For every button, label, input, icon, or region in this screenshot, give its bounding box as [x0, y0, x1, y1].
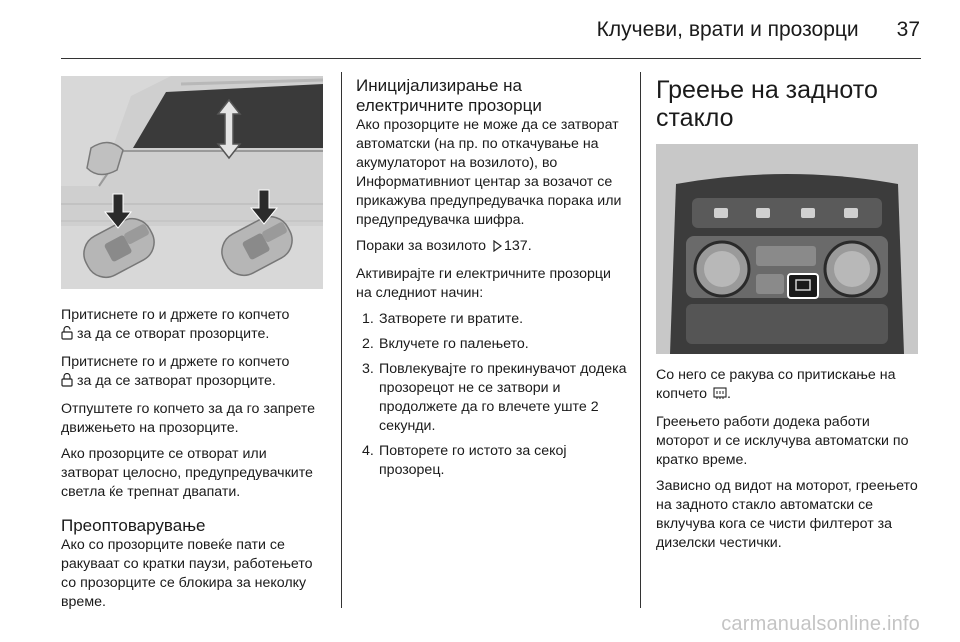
page-header	[597, 18, 920, 42]
page-number: 37	[896, 18, 920, 41]
heading-overload: Преоптоварување	[61, 516, 206, 535]
paragraph-engine-dependent: Зависно од видот на моторот, греењето на задното стакло автоматски се вклучува кога се чисти филтерот за дизелски честички.	[656, 478, 918, 551]
close-text-a: Притиснете го и држете го копчето	[61, 354, 290, 370]
column-divider-2	[640, 72, 641, 608]
header-rule	[61, 58, 921, 59]
paragraph-init-intro: Ако прозорците не може да се затворат автоматски (на пр. по откачување на акумулаторот на возилото), во Информативниот центар за возачот се прикажува предупредувачка порака или предупредувачка шифра.	[356, 117, 622, 228]
operate-text-end: .	[726, 386, 731, 402]
steps-list	[356, 310, 628, 480]
step-text: Повторете го истото за секој прозорец.	[379, 443, 567, 478]
column-1	[61, 76, 325, 619]
paragraph-vehicle-messages	[356, 237, 628, 258]
paragraph-activate: Активирајте ги електричните прозорци на следниот начин:	[356, 266, 611, 301]
paragraph-close-windows	[61, 353, 325, 393]
step-item	[356, 360, 628, 436]
step-number: 1.	[362, 311, 374, 327]
step-text: Вклучете го палењето.	[379, 336, 529, 352]
column-2	[356, 76, 628, 486]
rear-window-heater-icon	[713, 386, 727, 406]
close-text-b: за да се затворат прозорците.	[77, 373, 276, 389]
column-3	[656, 76, 918, 560]
watermark: carmanualsonline.info	[721, 613, 920, 635]
step-text: Повлекувајте го прекинувачот додека прозорецот не се затвори и продолжете да го влечете уште 2 секунди.	[379, 361, 627, 434]
climate-panel-photo	[656, 144, 918, 354]
unlock-icon	[61, 326, 73, 346]
heading-initialisation: Иницијализирање на електричните прозорци	[356, 76, 542, 115]
paragraph-release: Отпуштете го копчето за да го запрете движењето на прозорците.	[61, 401, 315, 436]
climate-control-panel-icon	[656, 144, 918, 354]
car-window-illustration-icon	[61, 76, 323, 289]
step-item	[356, 310, 628, 329]
window-key-fob-illustration	[61, 76, 323, 289]
paragraph-open-windows	[61, 306, 325, 346]
step-item	[356, 442, 628, 480]
paragraph-overload: Ако со прозорците повеќе пати се ракуваат со кратки паузи, работењето со прозорците се блокира за неколку време.	[61, 537, 313, 610]
paragraph-operate	[656, 366, 918, 406]
paragraph-auto-off: Греењето работи додека работи моторот и се исклучува автоматски по кратко време.	[656, 414, 909, 468]
vehicle-messages-text: Пораки за возилото	[356, 238, 487, 254]
page-reference-icon	[493, 239, 502, 258]
open-text-a: Притиснете го и држете го копчето	[61, 307, 290, 323]
step-number: 4.	[362, 443, 374, 459]
step-item	[356, 335, 628, 354]
header-title: Клучеви, врати и прозорци	[596, 18, 859, 41]
lock-icon	[61, 373, 73, 393]
vehicle-messages-page: 137.	[504, 238, 532, 254]
step-number: 3.	[362, 361, 374, 377]
step-number: 2.	[362, 336, 374, 352]
heading-rear-window-heating: Греење на задното стакло	[656, 76, 878, 132]
step-text: Затворете ги вратите.	[379, 311, 524, 327]
operate-text: Со него се ракува со притискање на копчето	[656, 367, 896, 402]
open-text-b: за да се отворат прозорците.	[77, 326, 270, 342]
paragraph-hazard-flash: Ако прозорците се отворат или затворат целосно, предупредувачките светла ќе трепнат двапати.	[61, 446, 313, 500]
column-divider-1	[341, 72, 342, 608]
